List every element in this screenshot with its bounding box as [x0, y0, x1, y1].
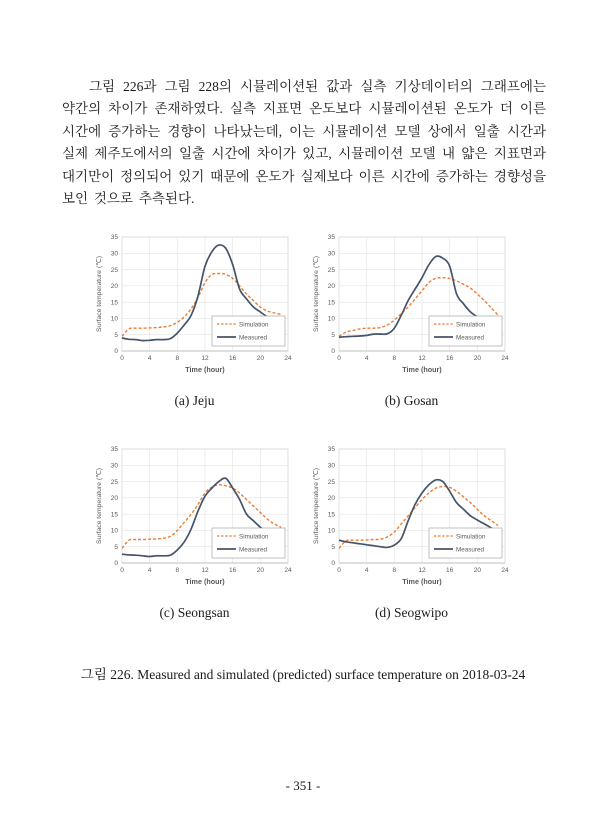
y-tick-label: 15: [110, 299, 118, 307]
y-tick-label: 10: [327, 315, 335, 323]
y-tick-label: 0: [114, 348, 118, 356]
x-tick-label: 24: [284, 355, 292, 362]
x-tick-label: 24: [284, 567, 292, 574]
chart-caption-jeju: (a) Jeju: [174, 393, 215, 408]
x-tick-label: 20: [256, 355, 264, 362]
y-tick-label: 5: [114, 543, 118, 551]
chart-cell-seongsan: [92, 442, 297, 654]
x-axis-title: Time (hour): [402, 577, 442, 586]
x-tick-label: 20: [473, 567, 481, 574]
y-tick-label: 30: [110, 462, 118, 470]
x-tick-label: 12: [201, 355, 209, 362]
y-tick-label: 25: [110, 478, 118, 486]
x-axis-title: Time (hour): [185, 577, 225, 586]
y-tick-label: 10: [327, 527, 335, 535]
x-tick-label: 8: [392, 355, 397, 362]
line-chart-canvas: [92, 230, 297, 380]
y-tick-label: 25: [110, 266, 118, 274]
x-tick-label: 24: [501, 567, 509, 574]
x-tick-label: 0: [337, 355, 341, 362]
x-tick-label: 16: [446, 567, 454, 574]
legend-simulation-label: Simulation: [239, 533, 269, 541]
x-tick-label: 0: [337, 567, 341, 574]
x-tick-label: 16: [229, 355, 237, 362]
y-tick-label: 20: [110, 495, 118, 503]
x-tick-label: 4: [364, 567, 369, 574]
chart-caption-gosan: (b) Gosan: [384, 393, 439, 408]
legend-simulation-label: Simulation: [456, 533, 486, 541]
x-tick-label: 12: [201, 567, 209, 574]
y-axis-title: Surface temperature (℃): [96, 467, 103, 545]
x-tick-label: 24: [501, 355, 509, 362]
y-axis-title: Surface temperature (℃): [96, 255, 103, 333]
y-tick-label: 0: [331, 560, 335, 568]
y-tick-label: 25: [327, 478, 335, 486]
y-tick-label: 35: [327, 234, 335, 242]
y-tick-label: 20: [327, 495, 335, 503]
x-tick-label: 8: [175, 567, 180, 574]
y-axis-title: Surface temperature (℃): [313, 255, 320, 333]
chart-seogwipo: [309, 442, 514, 592]
figure-226: [0, 230, 606, 683]
chart-cell-jeju: [92, 230, 297, 442]
y-tick-label: 35: [327, 446, 335, 454]
x-tick-label: 12: [418, 355, 426, 362]
x-tick-label: 16: [229, 567, 237, 574]
y-tick-label: 10: [110, 315, 118, 323]
chart-cell-gosan: [309, 230, 514, 442]
y-tick-label: 0: [114, 560, 118, 568]
legend-measured-label: Measured: [456, 546, 485, 554]
x-tick-label: 20: [256, 567, 264, 574]
y-tick-label: 20: [110, 283, 118, 291]
chart-cell-seogwipo: [309, 442, 514, 654]
legend-measured-label: Measured: [456, 334, 485, 342]
y-tick-label: 0: [331, 348, 335, 356]
y-tick-label: 15: [327, 299, 335, 307]
x-tick-label: 0: [120, 355, 124, 362]
x-tick-label: 4: [147, 567, 152, 574]
x-tick-label: 4: [364, 355, 369, 362]
page-number: - 351 -: [285, 778, 321, 793]
chart-seongsan: [92, 442, 297, 592]
x-tick-label: 8: [175, 355, 180, 362]
legend-simulation-label: Simulation: [456, 321, 486, 329]
y-tick-label: 15: [110, 511, 118, 519]
x-axis-title: Time (hour): [185, 365, 225, 374]
figure-caption: 그림 226. Measured and simulated (predicted) surface temperature on 2018-03-24: [80, 667, 526, 682]
y-tick-label: 20: [327, 283, 335, 291]
x-tick-label: 16: [446, 355, 454, 362]
body-paragraph: 그림 226과 그림 228의 시뮬레이션된 값과 실측 기상데이터의 그래프에는 약간의 차이가 존재하였다. 실측 지표면 온도보다 시뮬레이션된 온도가 더 이른 시간에 증가하는 경향이 나타났는데, 이는 시뮬레이션 모델 상에서 일출 시간과 실제 제주도에서의 일출 시간에 차이가 있고, 시뮬레이션 모델 내 얇은 지표면과 대기만이 정의되어 있기 때문에 온도가 실제보다 이른 시간에 증가하는 경향성을 보인 것으로 추측된다.: [62, 79, 546, 207]
y-tick-label: 5: [331, 543, 335, 551]
charts-grid: [0, 230, 606, 654]
y-tick-label: 30: [327, 462, 335, 470]
y-tick-label: 5: [331, 331, 335, 339]
y-tick-label: 35: [110, 446, 118, 454]
chart-caption-seogwipo: (d) Seogwipo: [374, 605, 449, 620]
x-tick-label: 4: [147, 355, 152, 362]
y-axis-title: Surface temperature (℃): [313, 467, 320, 545]
y-tick-label: 10: [110, 527, 118, 535]
x-tick-label: 12: [418, 567, 426, 574]
chart-gosan: [309, 230, 514, 380]
y-tick-label: 5: [114, 331, 118, 339]
x-tick-label: 20: [473, 355, 481, 362]
y-tick-label: 35: [110, 234, 118, 242]
legend-measured-label: Measured: [239, 546, 268, 554]
y-tick-label: 25: [327, 266, 335, 274]
line-chart-canvas: [92, 442, 297, 592]
chart-caption-seongsan: (c) Seongsan: [159, 605, 230, 620]
y-tick-label: 15: [327, 511, 335, 519]
line-chart-canvas: [309, 442, 514, 592]
x-tick-label: 0: [120, 567, 124, 574]
chart-jeju: [92, 230, 297, 380]
x-tick-label: 8: [392, 567, 397, 574]
legend-measured-label: Measured: [239, 334, 268, 342]
line-chart-canvas: [309, 230, 514, 380]
legend-simulation-label: Simulation: [239, 321, 269, 329]
x-axis-title: Time (hour): [402, 365, 442, 374]
y-tick-label: 30: [327, 250, 335, 258]
y-tick-label: 30: [110, 250, 118, 258]
